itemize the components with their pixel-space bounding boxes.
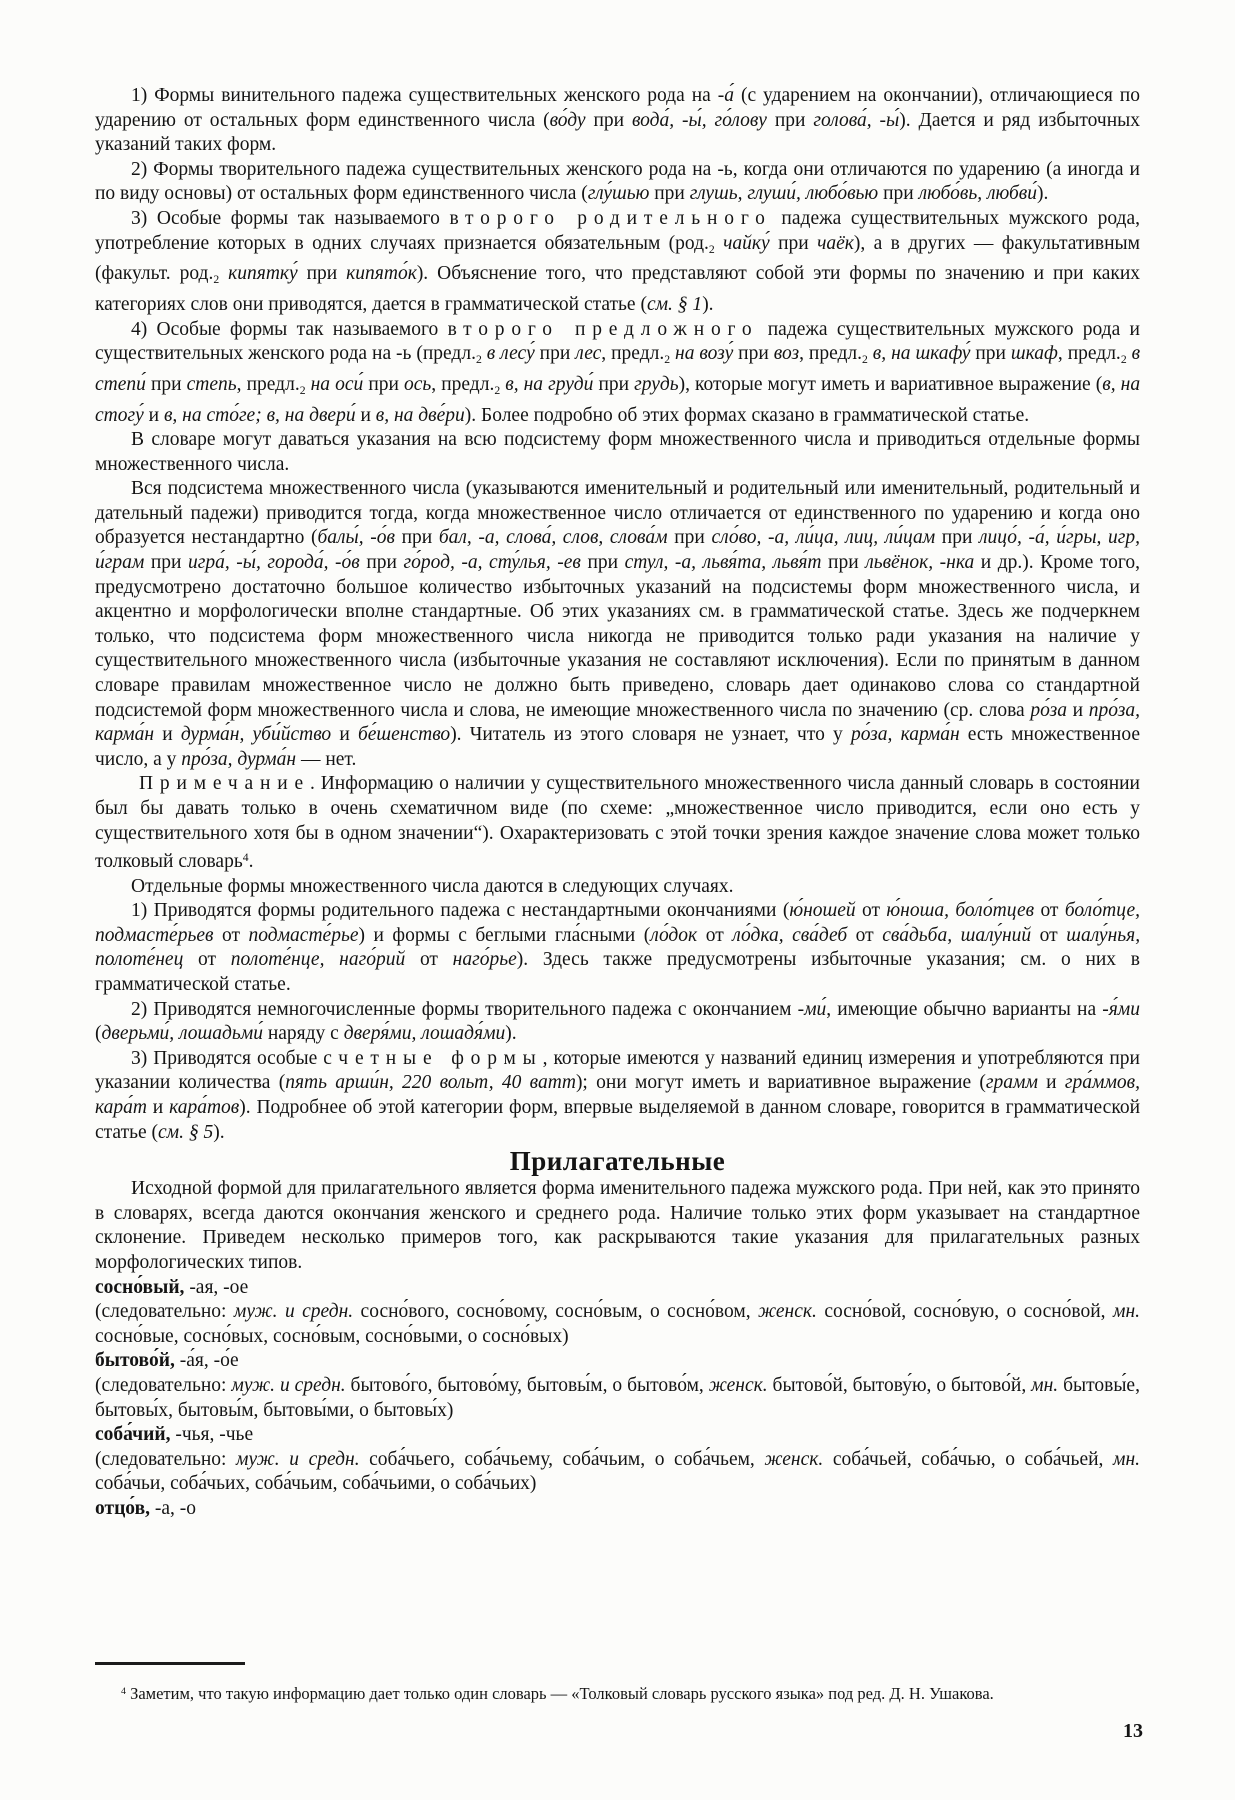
- expansion-15: (следовательно: муж. и средн. сосно́вого, сосно́вому, сосно́вым, о сосно́вом, женск. сосно́вой, сосно́вую, о сосно́вой, мн. сосно́вые, сосно́вых, сосно́вым, сосно́выми, о сосно́вых): [95, 1301, 1140, 1347]
- para-11: 3) Приводятся особые счетные формы, которые имеются у названий единиц измерения и употребляются при указании количества (пять арши́н, 220 вольт, 40 ватт); они могут иметь и вариативное выражение (грамм и гра́ммов, кара́т и кара́тов). Подробнее об этой категории форм, впервые выделяемой в данном словаре, говорится в грамматической статье (см. § 5).: [95, 1047, 1141, 1143]
- headword-16: бытово́й, -а́я, -о́е: [95, 1350, 239, 1372]
- para-2: 2) Формы творительного падежа существительных женского рода на -ь, когда они отличаются по ударению (а иногда и по виду основы) от остальных форм единственного числа (глу́шью при глушь, глуши́, любо́вью при любо́вь, любви́).: [95, 158, 1140, 205]
- headword-18: соба́чий, -чья, -чье: [95, 1424, 254, 1446]
- heading-12: Прилагательные: [509, 1146, 726, 1177]
- para-10: 2) Приводятся немногочисленные формы творительного падежа с окончанием -ми́, имеющие обычно варианты на -я́ми (дверьми́, лошадьми́ наряду с дверя́ми, лошадя́ми).: [95, 998, 1140, 1045]
- headword-14: сосно́вый, -ая, -ое: [95, 1276, 249, 1298]
- para-1: 1) Формы винительного падежа существительных женского рода на -а́ (с ударением на окончании), отличающиеся по ударению от остальных форм единственного числа (во́ду при вода́, -ы́, го́лову при голова́, -ы́). Дается и ряд избыточных указаний таких форм.: [95, 85, 1140, 156]
- note-7: Примечание. Информацию о наличии у существительного множественного числа данный словарь в состоянии был бы давать только в очень схематичном виде (по схеме: „множественное число приводится, если оно есть у существительного хотя бы в одном значении“). Охарактеризовать с этой точки зрения каждое значение слова может только толковый словарь$^4$.: [95, 773, 1140, 873]
- para-13: Исходной формой для прилагательного является форма именительного падежа мужского рода. При ней, как это принято в словарях, всегда даются окончания женского и среднего рода. Наличие только этих форм указывает на стандартное склонение. Приведем несколько примеров того, как раскрываются такие указания для прилагательных разных морфологических типов.: [95, 1178, 1140, 1273]
- para-5: В словаре могут даваться указания на всю подсистему форм множественного числа и приводиться отдельные формы множественного числа.: [95, 429, 1140, 475]
- footnote-rule: [95, 1662, 245, 1665]
- para-6: Вся подсистема множественного числа (указываются именительный и родительный или именительный, родительный и дательный падежи) приводится тогда, когда множественное число отличается от единственного по ударению и когда оно образуется нестандартно (балы́, -о́в при бал, -а, слова́, слов, слова́м при сло́во, -а, ли́ца, лиц, ли́цам при лицо́, -а́, и́гры, игр, и́грам при игра́, -ы́, города́, -о́в при го́род, -а, сту́лья, -ев при стул, -а, львя́та, львя́т при львёнок, -нка и др.). Кроме того, предусмотрено достаточно большое количество избыточных указаний на подсистемы форм множественного числа, и акцентно и морфологически вполне стандартные. Об этих указаниях см. в грамматической статье. Здесь же подчеркнем только, что подсистема форм множественного числа никогда не приводится только ради указания на наличие у существительного множественного числа (избыточные указания не составляют исключения). Если по принятым в данном словаре правилам множественное число не должно быть приведено, словарь дает одинаково слова со стандартной подсистемой форм множественного числа и слова, не имеющие множественного числа по значению (ср. слова ро́за и про́за, карма́н и дурма́н, уби́йство и бе́шенство). Читатель из этого словаря не узнает, что у ро́за, карма́н есть множественное число, а у про́за, дурма́н — нет.: [95, 478, 1141, 770]
- body-text: [95, 84, 1140, 1521]
- footnote-text: $^4$ Заметим, что такую информацию дает только один словарь — «Толковый словарь русского языка» под ред. Д. Н. Ушакова.: [121, 1683, 994, 1703]
- para-4: 4) Особые формы так называемого второго предложного падежа существительных мужского рода и существительных женского рода на -ь ($предл._2$ в лесу́ при лес, $предл._2$ на возу́ при воз, $предл._2$ в, на шкафу́ при шкаф, $предл._2$ в степи́ при степь, $предл._2$ на оси́ при ось, $предл._2$ в, на груди́ при грудь), которые могут иметь и вариативное выражение (в, на стогу́ и в, на сто́ге; в, на двери́ и в, на две́ри). Более подробно об этих формах сказано в грамматической статье.: [95, 318, 1141, 426]
- expansion-17: (следовательно: муж. и средн. бытово́го, бытово́му, бытовы́м, о бытово́м, женск. бытово́й, бытову́ю, о бытово́й, мн. бытовы́е, бытовы́х, бытовы́м, бытовы́ми, о бытовы́х): [95, 1374, 1140, 1421]
- page-number: 13: [1123, 1720, 1143, 1742]
- headword-20: отцо́в, -а, -о: [95, 1497, 197, 1519]
- expansion-19: (следовательно: муж. и средн. соба́чьего, соба́чьему, соба́чьим, о соба́чьем, женск. соба́чьей, соба́чью, о соба́чьей, мн. соба́чьи, соба́чьих, соба́чьим, соба́чьими, о соба́чьих): [95, 1448, 1140, 1495]
- para-8: Отдельные формы множественного числа даются в следующих случаях.: [131, 875, 734, 897]
- para-3: 3) Особые формы так называемого второго родительного падежа существительных мужского рода, употребление которых в одних случаях признается обязательным ($род._2$ чайку́ при чаёк), а в других — факультативным (факульт. $род._2$ кипятку́ при кипято́к). Объяснение того, что представляют собой эти формы по значению и при каких категориях слов они приводятся, дается в грамматической статье (см. § 1).: [95, 207, 1141, 315]
- para-9: 1) Приводятся формы родительного падежа с нестандартными окончаниями (ю́ношей от ю́ноша, боло́тцев от боло́тце, подмасте́рьев от подмасте́рье) и формы с беглыми гла́сными (ло́док от ло́дка, сва́деб от сва́дьба, шалу́ний от шалу́нья, полоте́нец от полоте́нце, наго́рий от наго́рье). Здесь также предусмотрены избыточные указания; см. о них в грамматической статье.: [95, 900, 1141, 995]
